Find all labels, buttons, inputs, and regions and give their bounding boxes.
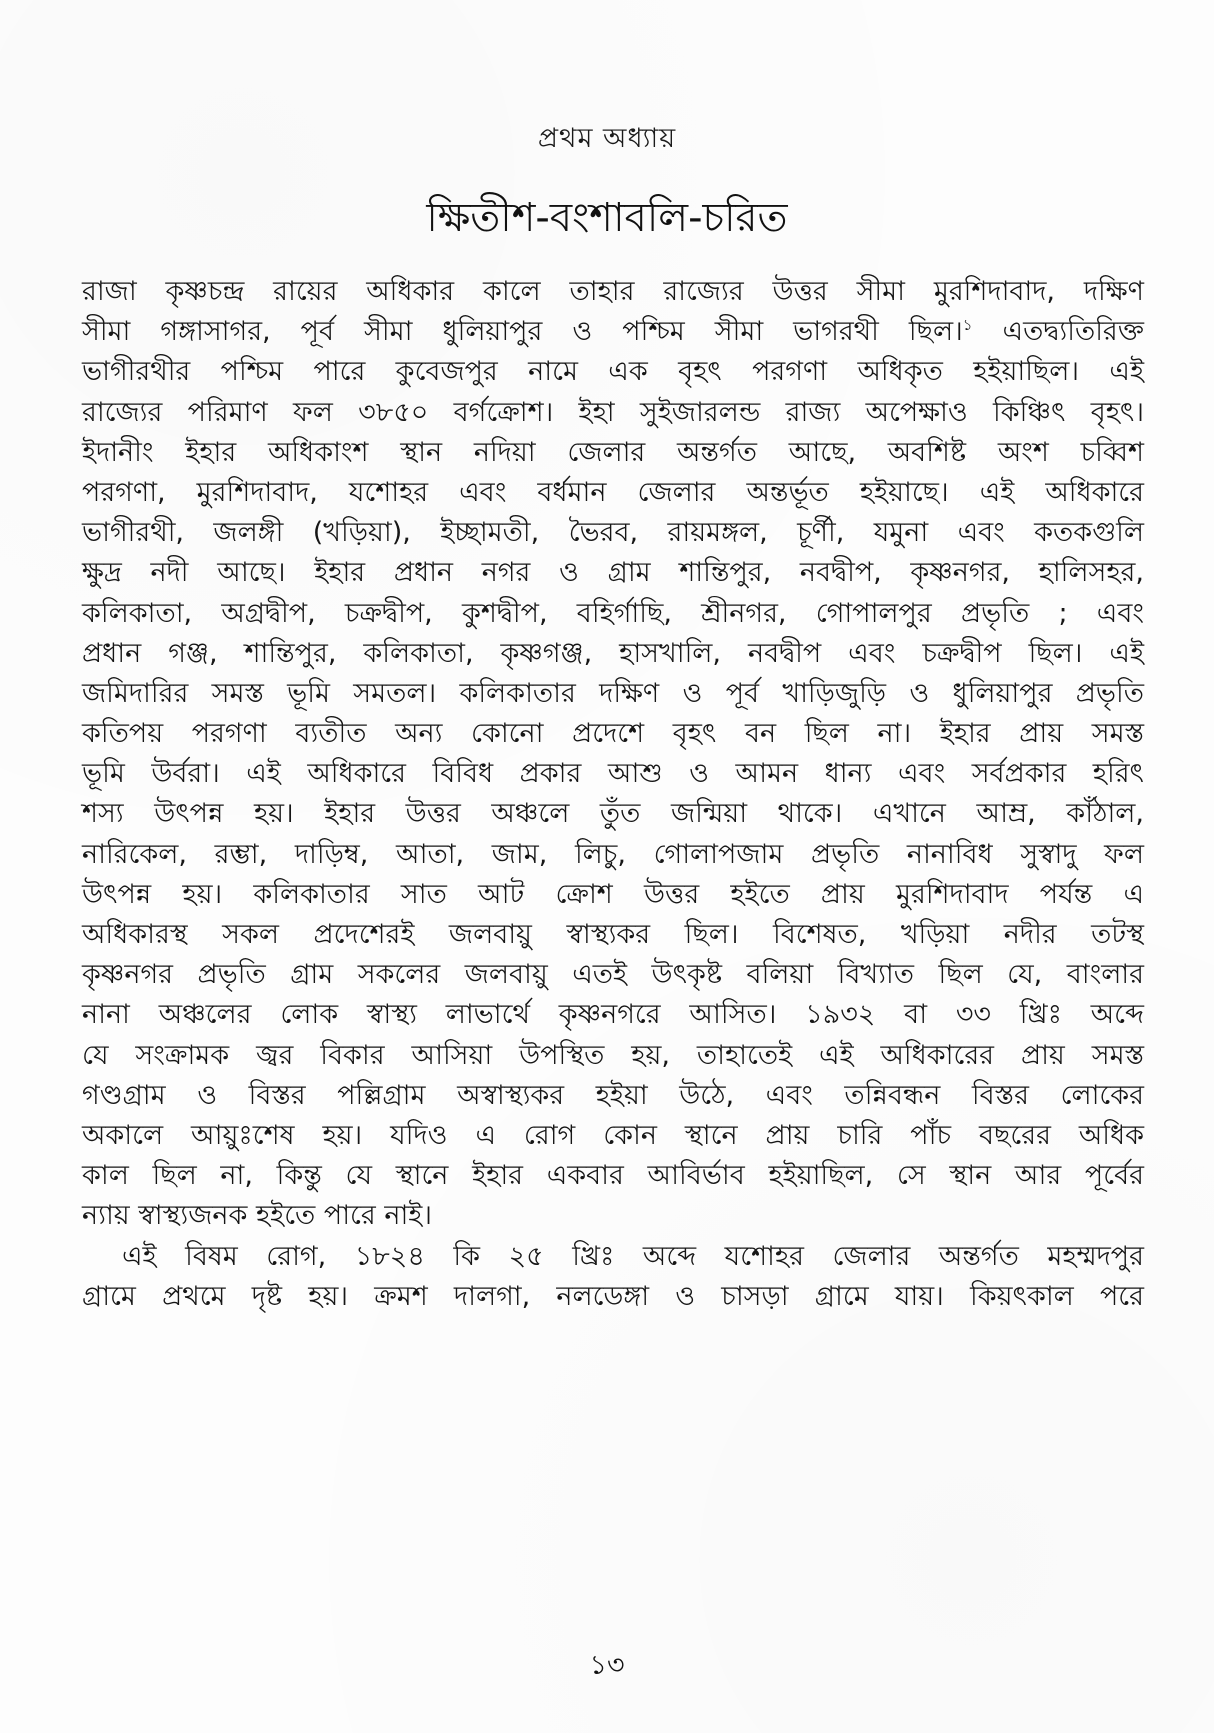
footnote-reference[interactable]: ১	[962, 316, 973, 335]
paragraph-2	[82, 1237, 1144, 1317]
text-line: ইদানীং ইহার অধিকাংশ স্থান নদিয়া জেলার অন্তর্গত আছে, অবশিষ্ট অংশ চব্বিশ	[82, 436, 1144, 468]
text-line: কলিকাতা, অগ্রদ্বীপ, চক্রদ্বীপ, কুশদ্বীপ, বহির্গাছি, শ্রীনগর, গোপালপুর প্রভৃতি ; এবং	[82, 597, 1144, 629]
text-line: ভূমি উর্বরা। এই অধিকারে বিবিধ প্রকার আশু ও আমন ধান্য এবং সর্বপ্রকার হরিৎ	[82, 758, 1144, 790]
text-line: নারিকেল, রম্ভা, দাড়িম্ব, আতা, জাম, লিচু, গোলাপজাম প্রভৃতি নানাবিধ সুস্বাদু ফল	[82, 838, 1144, 870]
chapter-label: প্রথম অধ্যায়	[537, 123, 677, 154]
text-line: ভাগীরথীর পশ্চিম পারে কুবেজপুর নামে এক বৃহৎ পরগণা অধিকৃত হইয়াছিল। এই	[82, 356, 1144, 388]
text-line: রাজা কৃষ্ণচন্দ্র রায়ের অধিকার কালে তাহার রাজ্যের উত্তর সীমা মুরশিদাবাদ, দক্ষিণ	[82, 276, 1144, 307]
text-line: অকালে আয়ুঃশেষ হয়। যদিও এ রোগ কোন স্থানে প্রায় চারি পাঁচ বছরের অধিক	[82, 1119, 1144, 1151]
text-line-tail: এতদ্ব্যতিরিক্ত	[972, 316, 1145, 348]
text-line: কতিপয় পরগণা ব্যতীত অন্য কোনো প্রদেশে বৃহৎ বন ছিল না। ইহার প্রায় সমস্ত	[82, 718, 1144, 750]
text-line-indented: এই বিষম রোগ, ১৮২৪ কি ২৫ খ্রিঃ অব্দে যশোহর জেলার অন্তর্গত মহম্মদপুর	[122, 1240, 1144, 1272]
body-text	[82, 272, 1144, 1317]
text-line: ক্ষুদ্র নদী আছে। ইহার প্রধান নগর ও গ্রাম শান্তিপুর, নবদ্বীপ, কৃষ্ণনগর, হালিসহর,	[82, 557, 1144, 589]
paragraph-1	[82, 272, 1144, 1237]
text-line: রাজ্যের পরিমাণ ফল ৩৮৫০ বর্গক্রোশ। ইহা সুইজারলন্ড রাজ্য অপেক্ষাও কিঞ্চিৎ বৃহৎ।	[82, 396, 1144, 428]
text-line: গ্রামে প্রথমে দৃষ্ট হয়। ক্রমশ দালগা, নলডেঙ্গা ও চাসড়া গ্রামে যায়। কিয়ৎকাল পরে	[82, 1280, 1144, 1312]
text-line: কাল ছিল না, কিন্তু যে স্থানে ইহার একবার আবির্ভাব হইয়াছিল, সে স্থান আর পূর্বের	[82, 1160, 1144, 1192]
text-line: শস্য উৎপন্ন হয়। ইহার উত্তর অঞ্চলে তুঁত জন্মিয়া থাকে। এখানে আম্র, কাঁঠাল,	[82, 798, 1144, 830]
text-line: অধিকারস্থ সকল প্রদেশেরই জলবায়ু স্বাস্থ্যকর ছিল। বিশেষত, খড়িয়া নদীর তটস্থ	[82, 919, 1144, 950]
text-line-paragraph-end: ন্যায় স্বাস্থ্যজনক হইতে পারে নাই।	[82, 1200, 432, 1232]
text-line-with-footnote	[82, 312, 1144, 352]
text-line: জমিদারির সমস্ত ভূমি সমতল। কলিকাতার দক্ষিণ ও পূর্ব খাড়িজুড়ি ও ধুলিয়াপুর প্রভৃতি	[82, 677, 1144, 709]
text-line: ভাগীরথী, জলঙ্গী (খড়িয়া), ইচ্ছামতী, ভৈরব, রায়মঙ্গল, চূর্ণী, যমুনা এবং কতকগুলি	[82, 517, 1144, 549]
text-line: গণ্ডগ্রাম ও বিস্তর পল্লিগ্রাম অস্বাস্থ্যকর হইয়া উঠে, এবং তন্নিবন্ধন বিস্তর লোকের	[82, 1079, 1144, 1111]
page-number: ১৩	[589, 1650, 625, 1681]
text-line: যে সংক্রামক জ্বর বিকার আসিয়া উপস্থিত হয়, তাহাতেই এই অধিকারের প্রায় সমস্ত	[82, 1039, 1144, 1071]
text-line: কৃষ্ণনগর প্রভৃতি গ্রাম সকলের জলবায়ু এতই উৎকৃষ্ট বলিয়া বিখ্যাত ছিল যে, বাংলার	[82, 959, 1144, 991]
text-line: পরগণা, মুরশিদাবাদ, যশোহর এবং বর্ধমান জেলার অন্তর্ভূত হইয়াছে। এই অধিকারে	[82, 476, 1144, 508]
text-line: নানা অঞ্চলের লোক স্বাস্থ্য লাভার্থে কৃষ্ণনগরে আসিত। ১৯৩২ বা ৩৩ খ্রিঃ অব্দে	[82, 999, 1144, 1031]
text-line: প্রধান গঞ্জ, শান্তিপুর, কলিকাতা, কৃষ্ণগঞ্জ, হাসখালি, নবদ্বীপ এবং চক্রদ্বীপ ছিল। এই	[82, 637, 1144, 669]
chapter-title: ক্ষিতীশ-বংশাবলি-চরিত	[426, 195, 788, 241]
text-line-head: সীমা গঙ্গাসাগর, পূর্ব সীমা ধুলিয়াপুর ও পশ্চিম সীমা ভাগরথী ছিল।	[82, 316, 963, 348]
text-line: উৎপন্ন হয়। কলিকাতার সাত আট ক্রোশ উত্তর হইতে প্রায় মুরশিদাবাদ পর্যন্ত এ	[82, 878, 1144, 910]
